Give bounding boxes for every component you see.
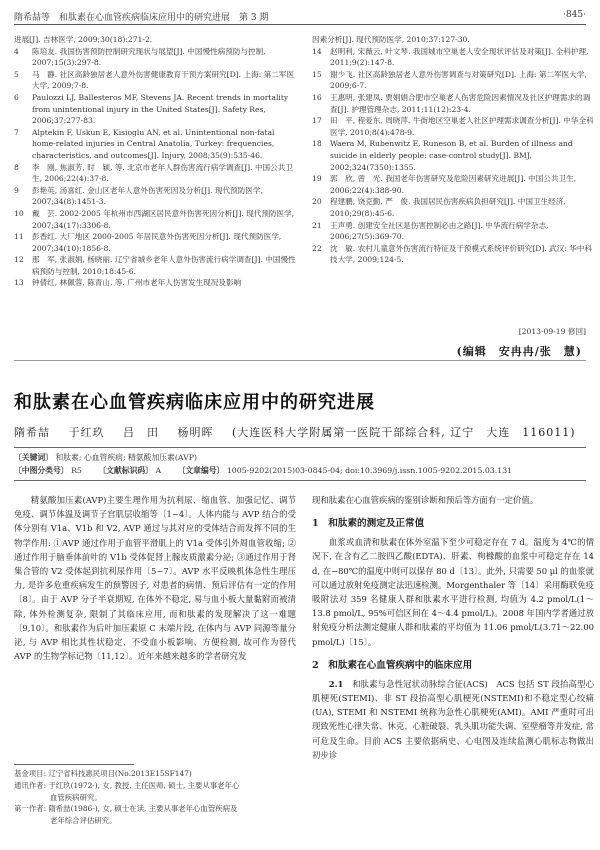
- body-paragraph: 精氨酸加压素(AVP)主要生理作用为抗利尿、缩血管、加强记忆、调节免疫、调节体温及调节子宫肌层收缩等〔1~4〕。人体内能与 AVP 结合的受体分别有 V1a、V1b 和 V2, AVP 通过与其对应的受体结合而发挥不同的生物学作用: ①AVP 通过作用于血管平滑肌上的 V1a 受体引外周血管收缩; ②通过作用于脑垂体前叶的 V1b 受体促肾上腺皮质激素分泌; ③通过作用于肾集合管的 V2 受体起到抗利尿作用〔5~7〕。AVP 水平反映机体急性生理压力, 是许多危重疾病发生的预警因子, 对患者的病情、预后评估有一定的作用〔8〕。由于 AVP 分子半衰期短, 在体外不稳定, 易与血小板大量黏附而被清除, 体外检测复杂, 限制了其临床应用, 而和肽素的发现解决了这一难题〔9,10〕。和肽素作为后叶加压素原 C 末端片段, 在体内与 AVP 同源等量分泌, 与 AVP 相比其性状稳定、不受血小板影响、方便检测, 故可作为替代 AVP 的生物学标记物〔11,12〕。近年来越来越多的学者研究发: [14, 495, 296, 662]
- reference-number: 9: [14, 185, 19, 195]
- reference-number: 15: [312, 69, 322, 79]
- reference-number: 13: [14, 278, 24, 288]
- reference-text: 王惠明, 张建凤. 贾娟娟合肥市空巢老人伤害危险因素情况及社区护理需求的调查[J]. 护理管理杂志, 2011;11(12):23-4.: [330, 92, 591, 114]
- article-title: 和肽素在心血管疾病临床应用中的研究进展: [14, 392, 375, 413]
- keywords-rule-bottom: [14, 480, 586, 481]
- reference-text: 郭 欣, 曾 光. 我国老年伤害研究及危险因素研究进展[J]. 中国公共卫生, 2006;22(4):388-90.: [330, 174, 577, 195]
- section-heading: 1 和肽素的测定及正常值: [312, 518, 425, 530]
- reference-item: [312, 173, 594, 196]
- reference-text: 谢少飞. 社区高龄独居老人意外伤害调查与对策研究[D]. 上海: 第二军医大学, 2009;6-7.: [330, 69, 587, 91]
- clc-label: 〔中图分类号〕: [14, 466, 69, 475]
- revision-date: [2013-09-19 修回]: [518, 327, 586, 336]
- editor-note: (编辑 安冉冉/张 慧): [456, 345, 582, 358]
- reference-item: [312, 69, 594, 92]
- reference-item: [14, 277, 296, 289]
- header-rule: [14, 24, 586, 25]
- reference-text: 沈 敏. 农村儿童意外伤害流行特征及干预模式系统评价研究[D]. 武汉: 华中科技大学, 2009;124-5.: [330, 243, 593, 265]
- reference-item: [14, 231, 296, 254]
- reference-number: 8: [14, 162, 19, 172]
- reference-text: 马 静. 社区高龄独居老人意外伤害健康教育干预方案研究[D]. 上海: 第二军医大学, 2009;7-8.: [32, 69, 295, 91]
- reference-item: [14, 162, 296, 185]
- reference-number: 21: [312, 220, 322, 230]
- reference-item: [14, 69, 296, 92]
- keywords-block: [14, 451, 586, 477]
- reference-number: 19: [312, 174, 322, 184]
- reference-number: 12: [14, 255, 24, 265]
- affiliation: (大连医科大学附属第一医院干部综合科, 辽宁 大连 116011): [232, 426, 576, 439]
- body-paragraph: 现和肽素在心血管疾病的鉴别诊断和预后等方面有一定价值。: [312, 495, 539, 505]
- reference-text: Paulozzi LJ, Ballesteros MF, Stevens JA. Recent trends in mortality from unintentional injury in the United States[J]. Safety Res, 2006;37:277-83.: [32, 92, 289, 126]
- reference-number: 5: [14, 69, 19, 79]
- reference-text: Waera M, Rubenwitz E, Runeson B, et al. Burden of illness and suicide in elderly people: case-control study[J]. BMJ, 2002;324(7350):1355.: [330, 139, 573, 172]
- reference-item: [312, 243, 594, 266]
- reference-number: 7: [14, 127, 19, 137]
- subsection-text: 和肽素与急性冠状动脉综合征(ACS) ACS 包括 ST 段抬高型心肌梗死(STEMI)、非 ST 段抬高型心肌梗死(NSTEMI)和不稳定型心绞痛(UA), STEMI 和 NSTEMI 统称为急性心肌梗死(AMI)。AMI 严重时可出现致死性心律失常、休克、心脏破裂、乳头肌功能失调、室壁瘤等并发症, 常可危及生命。目前 ACS 主要依据病史、心电图及连续监测心肌标志物做出初步诊: [312, 678, 594, 760]
- body-left-column: [14, 493, 296, 663]
- reference-number: 11: [14, 232, 24, 242]
- body-paragraph: 血浆或血清和肽素在体外室温下至少可稳定存在 7 d。温度为 4℃的情况下, 在含有乙二胺四乙酸(EDTA)、肝素、枸橼酸的血浆中可稳定存在 14 d, 在−80℃的温度中则可以保存 80 d〔13〕。此外, 只需要 50 μl 的血浆就可以通过放射免疫测定法迅速检测。Morgenthaler 等〔14〕采用酶联免疫吸附法对 359 名健康人群和肽素水平进行检测, 均值为 4.2 pmol/L(1～13.8 pmol/L, 95%可信区间在 4～4.4 pmol/L)。2008 年国内学者通过放射免疫分析法测定健康人群和肽素的平均值为 11.06 pmol/L(3.71～22.00 pmol/L)〔15〕。: [312, 537, 594, 647]
- author-line: [14, 424, 590, 440]
- reference-item: [14, 127, 296, 162]
- reference-text: 戴 芸. 2002-2005 年杭州市西湖区居民意外伤害死因分析[J]. 现代预防医学, 2007;34(17):3306-8.: [32, 208, 295, 230]
- keywords-text: 和肽素; 心血管疾病; 精氨酸加压素(AVP): [55, 453, 198, 462]
- page-number: ·845·: [563, 10, 586, 20]
- reference-item: [312, 115, 594, 138]
- reference-item: [14, 208, 296, 231]
- reference-text: 那 军, 张淑娟, 杨晓丽. 辽宁省城乡老年人意外伤害流行病学调查[J]. 中国慢性病预防与控制, 2010;18:45-6.: [32, 255, 296, 276]
- keywords-line: [14, 451, 586, 464]
- reference-text: 程建鹏, 饶克勤, 严 俊. 我国居民伤害疾病负担研究[J]. 中国卫生经济, 2010;29(8):45-6.: [330, 197, 566, 218]
- reference-number: 14: [312, 46, 322, 56]
- keywords-label: 〔关键词〕: [14, 453, 53, 462]
- reference-item: [312, 196, 594, 219]
- running-header: [14, 8, 586, 24]
- reference-number: 4: [14, 46, 19, 56]
- reference-number: 6: [14, 92, 19, 102]
- reference-text: 王声勇. 创建安全社区是伤害控制必由之路[J]. 中华流行病学杂志, 2006;27(5):369-70.: [330, 220, 549, 242]
- reference-number: 22: [312, 243, 322, 253]
- first-author-note: 第一作者: 隋希喆(1986-), 女, 硕士在读, 主要从事老年心血管疾病及: [14, 804, 238, 814]
- section-heading: 2 和肽素在心血管疾病中的临床应用: [312, 659, 473, 671]
- reference-text: 赵明利, 宋薇云, 叶文琴. 我国城市空巢老人安全现状评估及对策[J]. 全科护理, 2011;9(2):147-8.: [330, 46, 589, 68]
- reference-text: 彭艳英, 汤喜红. 金山区老年人意外伤害死因及分析[J]. 现代预防医学, 2007;34(8):1451-3.: [32, 185, 263, 207]
- reference-item: [312, 46, 594, 69]
- reference-number: 20: [312, 197, 322, 207]
- author-name: 吕 田: [123, 426, 159, 439]
- reference-text: 李 刚, 焦淑芳, 时 颖, 等. 北京市老年人群伤害流行病学调查[J]. 中国公共卫生, 2006;22(4):37-8.: [32, 162, 293, 184]
- reference-text: 因素分析[J]. 现代预防医学, 2010;37:127-30.: [312, 35, 470, 44]
- reference-item: [14, 34, 296, 46]
- reference-text: Alptekin F, Uskun E, Kisioglu AN, et al. Unintentional non-fatal home-related injuries in Central Anatolia, Turkey: frequencies, characteristics, and outcomes[J]. Injury, 2008;35(9):535-46.: [32, 127, 275, 160]
- doc-code-value: A: [155, 466, 162, 475]
- reference-item: [14, 185, 296, 208]
- classification-line: [14, 464, 586, 477]
- reference-text: 田 平, 程爱东, 周晓萍. 牛街地区空巢老人社区护理需求调查分析[J]. 中华全科医学, 2010;8(4):478-9.: [330, 116, 594, 137]
- reference-item: [312, 92, 594, 115]
- author-name: 杨明晖: [177, 426, 214, 439]
- reference-number: 17: [312, 116, 322, 126]
- body-right-column: [312, 493, 594, 762]
- funding-note: 基金项目: 辽宁省科技惠民项目(No.2013E15SF147): [14, 769, 192, 778]
- reference-item: [312, 220, 594, 243]
- reference-text: 陈培友. 我国伤害预防控制研究现状与展望[J]. 中国慢性病预防与控制, 2007;15(3):297-8.: [32, 46, 266, 68]
- reference-number: 18: [312, 139, 322, 149]
- clc-value: R5: [71, 466, 82, 475]
- article-number-value: 1005-9202(2015)03-0845-04; doi:10.3969/j.issn.1005-9202.2015.03.131: [226, 466, 513, 475]
- reference-item: [14, 254, 296, 277]
- doc-code-label: 〔文献标识码〕: [98, 466, 153, 475]
- reference-number: 16: [312, 92, 322, 102]
- reference-item: [14, 46, 296, 69]
- article-number-label: 〔文章编号〕: [177, 466, 225, 475]
- corresponding-author-note-cont: 血管疾病研究。: [50, 792, 102, 802]
- article-separator: [14, 360, 586, 361]
- footnote-rule: [14, 764, 134, 765]
- body-paragraph: [312, 677, 594, 762]
- subsection-number: 2.1: [328, 678, 353, 689]
- reference-item: [312, 34, 594, 46]
- reference-item: [14, 92, 296, 127]
- reference-number: 10: [14, 208, 24, 218]
- references-left-column: [14, 34, 296, 289]
- first-author-note-cont: 老年综合评估研究。: [50, 816, 117, 826]
- author-name: 于红玖: [68, 426, 105, 439]
- keywords-rule-top: [14, 447, 586, 448]
- reference-item: [312, 138, 594, 173]
- reference-text: 彭香红. 大厂地区 2000-2005 年居民意外伤害死因分析[J]. 现代预防医学, 2007;34(10):1856-8.: [32, 232, 282, 253]
- author-name: 隋希喆: [14, 426, 50, 439]
- reference-text: 钟倩红, 林佩蓉, 陈青山, 等. 广州市老年人伤害发生现况及影响: [32, 278, 242, 288]
- running-header-left: 隋希喆等 和肽素在心血管疾病临床应用中的研究进展 第 3 期: [14, 13, 269, 23]
- references-right-column: [312, 34, 594, 266]
- reference-text: 进展[J]. 吉林医学, 2009;30(18):271-2.: [14, 35, 153, 44]
- corresponding-author-note: 通讯作者: 于红玖(1972-), 女, 教授, 主任医师, 硕士, 主要从事老年心: [14, 780, 240, 790]
- footnotes: [14, 768, 296, 827]
